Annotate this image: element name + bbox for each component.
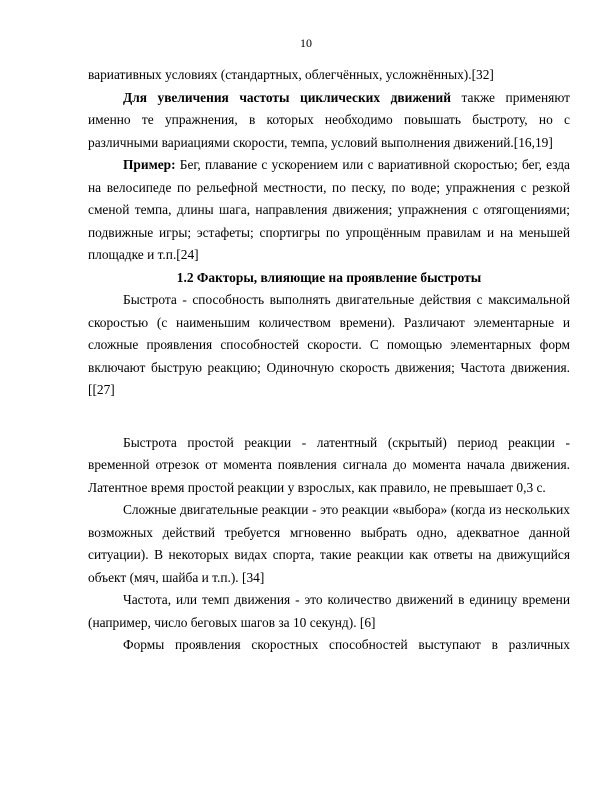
- paragraph-speed-forms: Формы проявления скоростных способностей выступают в различных: [123, 637, 570, 652]
- paragraph-cyclic-movements: [88, 87, 570, 155]
- paragraph-text: Бег, плавание с ускорением или с вариативной скоростью; бег, езда на велосипеде по рельефной местности, по песку, по воде; упражнения с резкой сменой темпа, длины шага, направления движения; упражнения с отягощениями; подвижные игры; эстафеты; спортигры по упрощённым правилам и на меньшей площадке и т.п.[24]: [88, 157, 570, 262]
- paragraph-speed-definition: Быстрота - способность выполнять двигательные действия с максимальной скоростью (с наименьшим количеством времени). Различают элементарные и сложные проявления способностей скорости. С помощью элементарных форм включают быструю реакцию; Одиночную скорость движения; Частота движения. [[27]: [88, 292, 570, 397]
- paragraph-gap: [88, 402, 570, 432]
- paragraph-simple-reaction: Быстрота простой реакции - латентный (скрытый) период реакции - временной отрезок от момента появления сигнала до момента начала движения. Латентное время простой реакции у взрослых, как правило, не превышает 0,3 с.: [88, 434, 570, 495]
- paragraph-text: также применяют именно те упражнения, в которых необходимо повышать быстроту, но с различными вариациями скорости, темпа, условий выполнения движений.[16,19]: [88, 89, 570, 150]
- paragraph-complex-reaction: Сложные двигательные реакции - это реакции «выбора» (когда из нескольких возможных действий требуется мгновенно выбрать одно, адекватное данной ситуации). В некоторых видах спорта, такие реакции как ответы на движущийся объект (мяч, шайба и т.п.). [34]: [88, 502, 570, 585]
- paragraph-movement-frequency: Частота, или темп движения - это количество движений в единицу времени (например, число беговых шагов за 10 секунд). [6]: [88, 592, 570, 630]
- page-number: 10: [300, 36, 312, 50]
- bold-lead-in: Пример:: [123, 157, 176, 172]
- paragraph-continuation: вариативных условиях (стандартных, облегчённых, усложнённых).[32]: [88, 67, 494, 82]
- body-text: [88, 64, 570, 657]
- section-heading: 1.2 Факторы, влияющие на проявление быстроты: [176, 269, 482, 285]
- paragraph-example: [88, 154, 570, 267]
- bold-lead-in: Для увеличения частоты циклических движений: [123, 89, 451, 105]
